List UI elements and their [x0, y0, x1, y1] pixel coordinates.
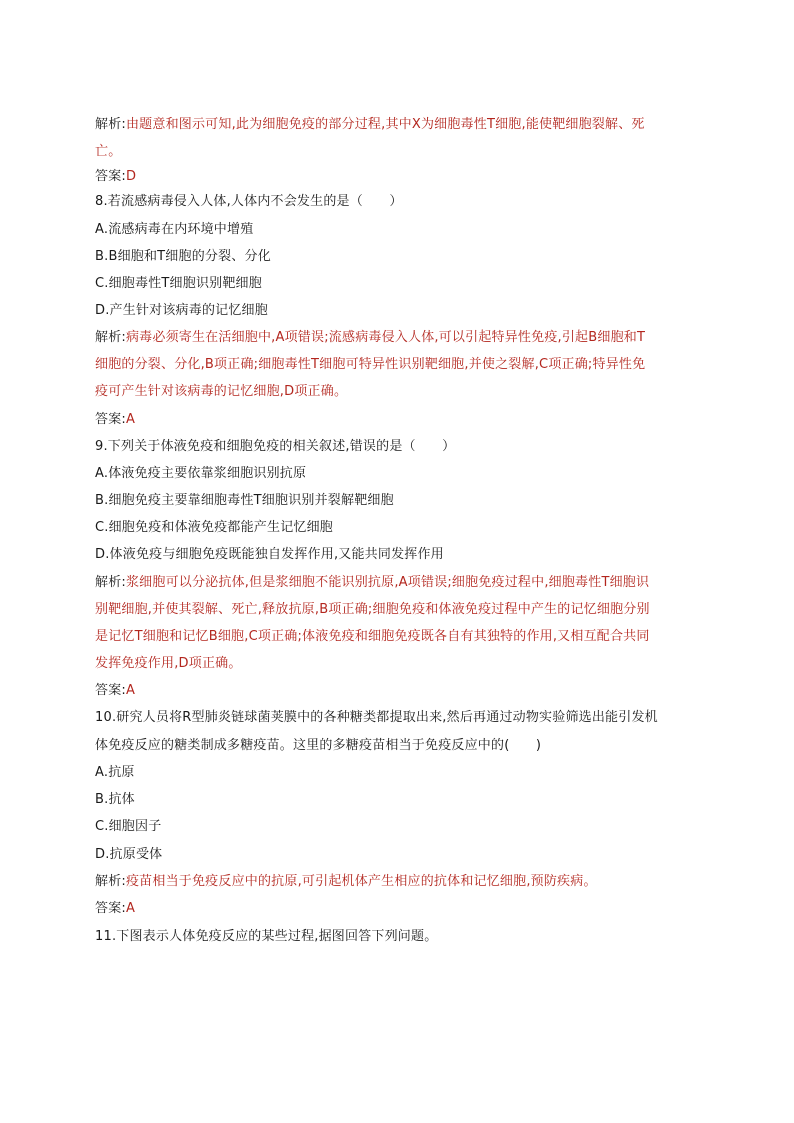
- q10-answer: [95, 898, 707, 920]
- analysis-label: 解析:: [95, 575, 126, 590]
- q8-analysis-line-2: [95, 354, 707, 376]
- answer-value: D: [125, 169, 137, 184]
- q8-option-a: A.流感病毒在内环境中增殖: [95, 222, 254, 237]
- q10-option-d: D.抗原受体: [95, 847, 163, 862]
- answer-value: A: [125, 901, 136, 916]
- q10-analysis-line-1: [95, 871, 707, 893]
- q8-analysis-line-3: [95, 381, 707, 403]
- q11-stem: 11.下图表示人体免疫反应的某些过程,据图回答下列问题。: [95, 929, 438, 944]
- q10-stem-line-2: 体免疫反应的糖类制成多糖疫苗。这里的多糖疫苗相当于免疫反应中的( ): [95, 738, 542, 753]
- q9-stem: 9.下列关于体液免疫和细胞免疫的相关叙述,错误的是（ ）: [95, 439, 456, 454]
- q8-option-d: D.产生针对该病毒的记忆细胞: [95, 303, 268, 318]
- analysis-text: 细胞的分裂、分化,B项正确;细胞毒性T细胞可特异性识别靶细胞,并使之裂解,C项正确;特异性免: [95, 357, 646, 372]
- q10-stem-line-1: 10.研究人员将R型肺炎链球菌荚膜中的各种糖类都提取出来,然后再通过动物实验筛选出能引发机: [95, 710, 658, 725]
- q9-option-b: B.细胞免疫主要靠细胞毒性T细胞识别并裂解靶细胞: [95, 493, 394, 508]
- analysis-text: 浆细胞可以分泌抗体,但是浆细胞不能识别抗原,A项错误;细胞免疫过程中,细胞毒性T细胞识: [125, 575, 650, 590]
- analysis-text: 发挥免疫作用,D项正确。: [95, 656, 242, 671]
- q9-analysis-line-2: [95, 599, 707, 621]
- q10-option-b: B.抗体: [95, 792, 135, 807]
- analysis-label: 解析:: [95, 330, 126, 345]
- analysis-text: 别靶细胞,并使其裂解、死亡,释放抗原,B项正确;细胞免疫和体液免疫过程中产生的记忆细胞分别: [95, 602, 650, 617]
- analysis-text: 亡。: [95, 144, 122, 159]
- q9-option-a: A.体液免疫主要依靠浆细胞识别抗原: [95, 466, 307, 481]
- analysis-label: 解析:: [95, 874, 126, 889]
- q8-answer: [95, 409, 707, 431]
- q8-stem: 8.若流感病毒侵入人体,人体内不会发生的是（ ）: [95, 194, 403, 209]
- q8-analysis-line-1: [95, 327, 707, 349]
- analysis-text: 病毒必须寄生在活细胞中,A项错误;流感病毒侵入人体,可以引起特异性免疫,引起B细胞和T: [125, 330, 646, 345]
- q9-analysis-line-4: [95, 653, 707, 675]
- analysis-text: 疫苗相当于免疫反应中的抗原,可引起机体产生相应的抗体和记忆细胞,预防疾病。: [125, 874, 597, 889]
- q7-analysis-line-2: [95, 141, 707, 163]
- answer-label: 答案:: [95, 901, 126, 916]
- q10-option-a: A.抗原: [95, 765, 135, 780]
- q9-answer: [95, 680, 707, 702]
- answer-value: A: [125, 683, 136, 698]
- answer-label: 答案:: [95, 683, 126, 698]
- q8-option-c: C.细胞毒性T细胞识别靶细胞: [95, 276, 262, 291]
- answer-label: 答案:: [95, 169, 126, 184]
- q7-answer: [95, 166, 707, 188]
- q9-analysis-line-3: [95, 626, 707, 648]
- q8-option-b: B.B细胞和T细胞的分裂、分化: [95, 249, 271, 264]
- answer-label: 答案:: [95, 412, 126, 427]
- q9-option-c: C.细胞免疫和体液免疫都能产生记忆细胞: [95, 520, 334, 535]
- analysis-label: 解析:: [95, 117, 126, 132]
- q7-analysis-line-1: [95, 114, 707, 136]
- analysis-text: 是记忆T细胞和记忆B细胞,C项正确;体液免疫和细胞免疫既各自有其独特的作用,又相互配合共同: [95, 629, 650, 644]
- analysis-text: 疫可产生针对该病毒的记忆细胞,D项正确。: [95, 384, 348, 399]
- q9-option-d: D.体液免疫与细胞免疫既能独自发挥作用,又能共同发挥作用: [95, 547, 444, 562]
- answer-value: A: [125, 412, 136, 427]
- q9-analysis-line-1: [95, 572, 707, 594]
- analysis-text: 由题意和图示可知,此为细胞免疫的部分过程,其中X为细胞毒性T细胞,能使靶细胞裂解、死: [125, 117, 645, 132]
- q10-option-c: C.细胞因子: [95, 819, 162, 834]
